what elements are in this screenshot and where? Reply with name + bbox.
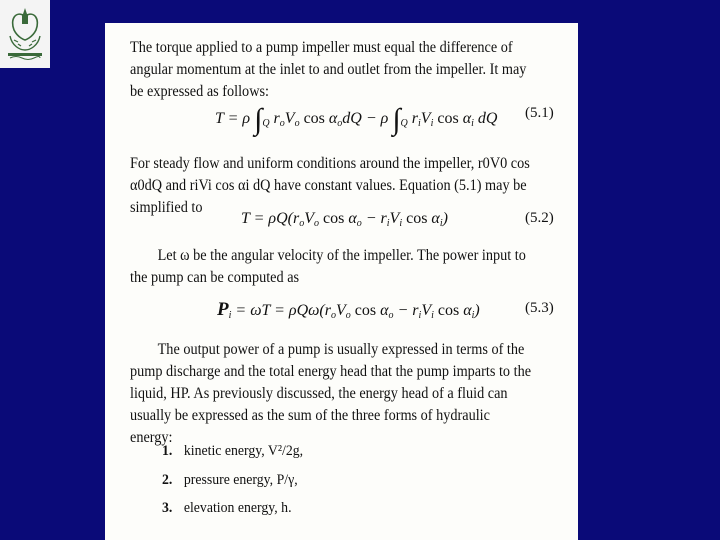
list-text: pressure energy, P/γ, <box>183 472 298 488</box>
textbook-page <box>105 23 578 540</box>
list-text: kinetic energy, V²/2g, <box>183 443 304 459</box>
list-text: elevation energy, h. <box>183 500 292 516</box>
list-number: 3. <box>162 500 173 516</box>
equation-5-2: $T = \rho Q(r_oV_o$ $\cos \alpha_o - r_iV_i$ $\cos \alpha_i$) <box>241 210 448 229</box>
list-number: 2. <box>162 472 173 488</box>
equation-number-5-1: (5.1) <box>525 105 554 121</box>
university-seal-icon <box>0 0 50 68</box>
equation-5-1: T = ρ $\int_Q$ $r_oV_o$ $\cos \alpha_odQ - \rho$ $\int_Q$ $r_iV_i$ $\cos \alpha_i$ dQ <box>215 103 498 136</box>
paragraph-output-power: The output power of a pump is usually expressed in terms of the pump discharge and the total energy head that the pump imparts to the liquid, HP. As previously discussed, the energy head of a fluid can usually be expressed as the sum of the three forms of hydraulic energy: <box>130 341 532 446</box>
list-item <box>162 472 298 489</box>
paragraph-angular-velocity: Let ω be the angular velocity of the impeller. The power input to the pump can be computed as <box>130 247 526 286</box>
list-item <box>162 443 303 460</box>
paragraph-steady-flow: For steady flow and uniform conditions around the impeller, r0V0 cos α0dQ and riVi cos αi dQ have constant values. Equation (5.1) may be simplified to <box>130 155 530 216</box>
list-number: 1. <box>162 443 173 459</box>
paragraph-torque: The torque applied to a pump impeller must equal the difference of angular momentum at the inlet to and outlet from the impeller. It may be expressed as follows: <box>130 39 527 100</box>
equation-5-3: $P_i = \omega T = \rho Q\omega(r_oV_o$ $\cos \alpha_o - r_iV_i$ $\cos \alpha_i$) <box>217 299 480 321</box>
equation-number-5-3: (5.3) <box>525 300 554 316</box>
list-item <box>162 500 292 517</box>
equation-number-5-2: (5.2) <box>525 210 554 226</box>
